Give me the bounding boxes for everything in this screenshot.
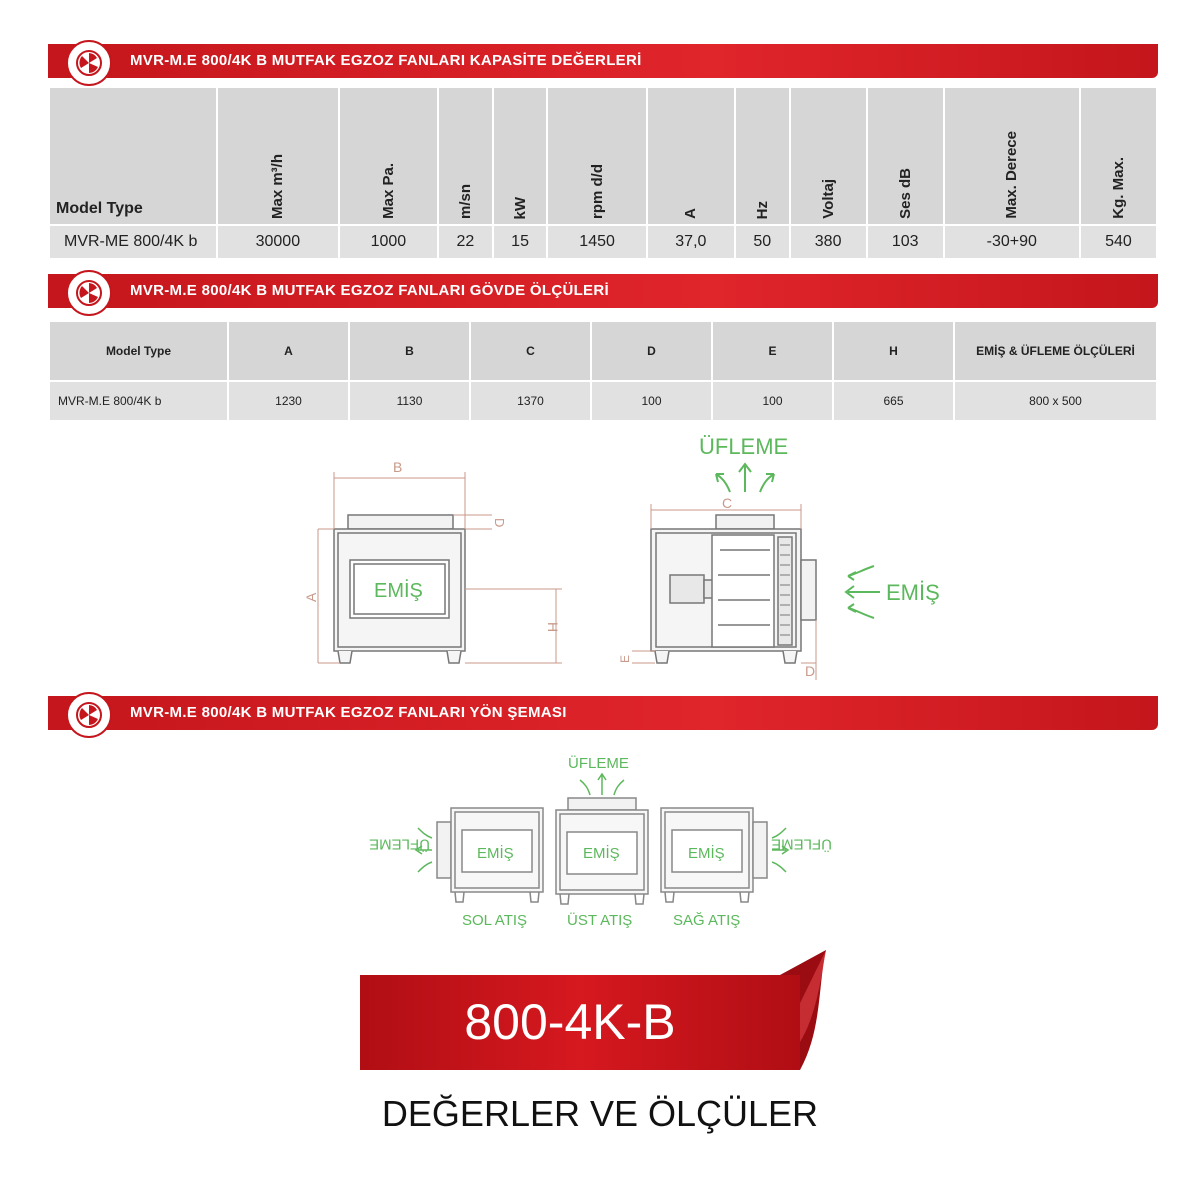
banner-model: 800-4K-B <box>464 994 676 1050</box>
header-cell: EMİŞ & ÜFLEME ÖLÇÜLERİ <box>954 321 1157 381</box>
header-cell: A <box>228 321 349 381</box>
cell-value: 540 <box>1080 225 1157 259</box>
cell-value: -30+90 <box>944 225 1080 259</box>
banner-subtitle: DEĞERLER VE ÖLÇÜLER <box>381 1093 819 1134</box>
header-cell: m/sn <box>438 87 493 225</box>
ufleme-label: ÜFLEME <box>699 434 789 459</box>
header-cell: B <box>349 321 470 381</box>
header-cell: E <box>712 321 833 381</box>
exhaust-arrows-icon <box>716 464 774 492</box>
cell-value: 50 <box>735 225 790 259</box>
header-cell: H <box>833 321 954 381</box>
cell-value: 30000 <box>217 225 339 259</box>
direction-box-label: EMİŞ <box>583 845 620 862</box>
cell-value: 37,0 <box>647 225 735 259</box>
dim-label-a: A <box>303 592 319 602</box>
header-cell: A <box>647 87 735 225</box>
header-cell: Max m³/h <box>217 87 339 225</box>
dim-label-d-side: D <box>805 663 816 679</box>
header-model-type: Model Type <box>49 87 217 225</box>
section-title: MVR-M.E 800/4K B MUTFAK EGZOZ FANLARI GÖVDE ÖLÇÜLERİ <box>130 282 609 299</box>
header-cell: Hz <box>735 87 790 225</box>
cell-value: 1130 <box>349 381 470 421</box>
direction-right-ufleme: ÜFLEME <box>771 835 832 853</box>
section-title: MVR-M.E 800/4K B MUTFAK EGZOZ FANLARI KAPASİTE DEĞERLERİ <box>130 52 642 69</box>
direction-caption: ÜST ATIŞ <box>567 912 633 929</box>
dim-label-b: B <box>393 459 403 475</box>
cell-value: 100 <box>591 381 712 421</box>
cell-value: 15 <box>493 225 548 259</box>
cell-value: 380 <box>790 225 867 259</box>
header-cell: kW <box>493 87 548 225</box>
header-cell: Voltaj <box>790 87 867 225</box>
header-cell: rpm d/d <box>547 87 646 225</box>
direction-top-ufleme: ÜFLEME <box>568 755 629 772</box>
model-banner <box>360 975 800 1070</box>
fan-logo-icon <box>66 692 112 738</box>
direction-left-ufleme: ÜFLEME <box>369 835 430 853</box>
emis-side-label: EMİŞ <box>886 580 940 605</box>
emis-label: EMİŞ <box>374 580 423 602</box>
front-view <box>318 472 562 663</box>
direction-box-label: EMİŞ <box>688 845 725 862</box>
cell-value: 800 x 500 <box>954 381 1157 421</box>
direction-caption: SAĞ ATIŞ <box>673 912 741 929</box>
dim-label-c: C <box>722 495 733 511</box>
side-view <box>632 504 816 680</box>
header-cell: Ses dB <box>867 87 944 225</box>
dim-label-d: D <box>492 518 507 528</box>
cell-value: 22 <box>438 225 493 259</box>
cell-value: 665 <box>833 381 954 421</box>
dim-label-e: E <box>618 654 632 663</box>
cell-value: 1000 <box>339 225 438 259</box>
cell-value: 103 <box>867 225 944 259</box>
header-cell: Kg. Max. <box>1080 87 1157 225</box>
direction-box-label: EMİŞ <box>477 845 514 862</box>
cell-value: 1450 <box>547 225 646 259</box>
intake-arrows-icon <box>846 566 880 618</box>
cell-value: 100 <box>712 381 833 421</box>
header-cell: D <box>591 321 712 381</box>
header-cell: Max Pa. <box>339 87 438 225</box>
header-cell: Max. Derece <box>944 87 1080 225</box>
cell-model: MVR-ME 800/4K b <box>49 225 217 259</box>
dim-label-h: H <box>545 622 561 633</box>
cell-model: MVR-M.E 800/4K b <box>49 381 228 421</box>
section-title: MVR-M.E 800/4K B MUTFAK EGZOZ FANLARI YÖN ŞEMASI <box>130 704 567 721</box>
direction-caption: SOL ATIŞ <box>462 912 528 929</box>
cell-value: 1230 <box>228 381 349 421</box>
header-cell: C <box>470 321 591 381</box>
section-header-direction <box>48 696 1158 730</box>
header-cell: Model Type <box>49 321 228 381</box>
cell-value: 1370 <box>470 381 591 421</box>
